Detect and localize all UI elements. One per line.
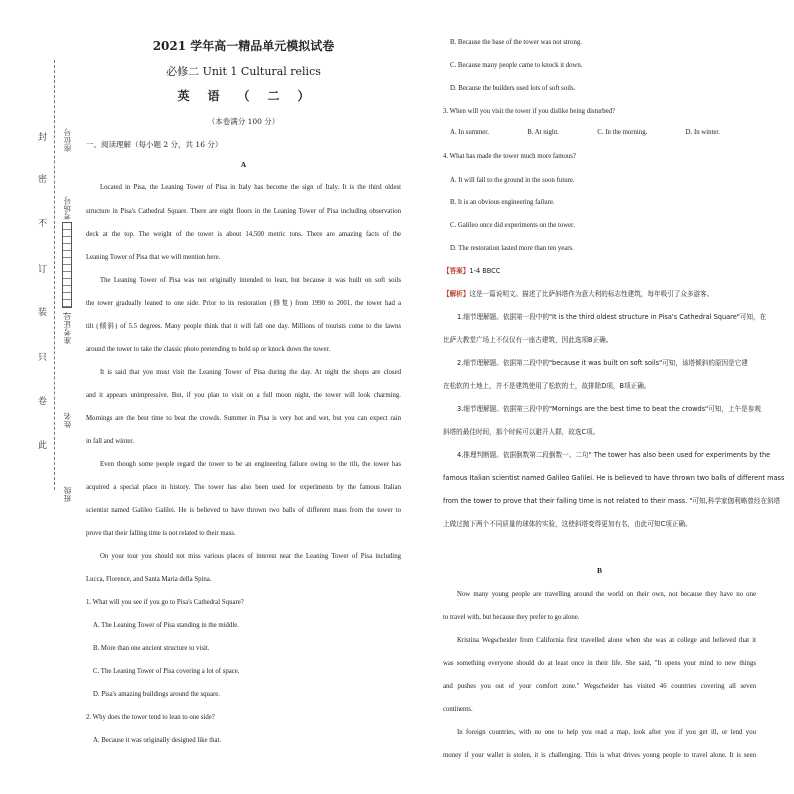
passage-line: around the tower to take the classic photo pretending to hold up or knock down the tower. <box>86 346 331 353</box>
question-3: 3. When will you visit the tower if you dislike being disturbed? <box>443 108 616 115</box>
passage-line: continents. <box>443 706 473 713</box>
seat-number-label: 座位号 <box>63 128 72 152</box>
passage-line: and pushes you out of your comfort zone." Wegscheider has visited 46 countries covering all seven <box>443 683 756 690</box>
exam-title: 2021 学年高一精品单元模拟试卷 <box>152 39 335 53</box>
analysis-text: 这是一篇说明文。描述了比萨斜塔作为意大利的标志性建筑，每年吸引了众多游客。 <box>469 290 714 298</box>
q4-option-b[interactable]: B. It is an obvious engineering failure. <box>450 199 555 206</box>
passage-line: deck at the top. The weight of the tower is about 14,500 metric tons. There are amazing facts of the <box>86 231 401 238</box>
passage-line: money if your wallet is stolen, it is challenging. This is what drives young people to travel alone. It is seen <box>443 752 756 759</box>
seal-char: 装 <box>38 308 48 318</box>
passage-line: Leaning Tower of Pisa that we will mention here. <box>86 254 221 261</box>
analysis-line: 比萨大教堂广场上不仅仅有一座古建筑，因此选项B正确。 <box>443 336 613 344</box>
passage-line: tilt (倾斜) of 5.5 degrees. Many people think that it will fall one day. Millions of tourists come to the lawns <box>86 323 401 330</box>
passage-line: to travel with, but because they prefer to go alone. <box>443 614 580 621</box>
name-label: 姓名 <box>63 412 72 428</box>
analysis-line: from the tower to prove that their falling time is not related to their mass. "可知,科学家伽利略曾经在斜塔 <box>443 497 781 505</box>
exam-room-label: 考场号 <box>63 196 72 220</box>
exam-subject: 英语（二） <box>177 89 328 103</box>
passage-line: was something everyone should do at least once in their life. She said, "It opens your mind to new things <box>443 660 756 667</box>
analysis-line: famous Italian scientist named Galileo Galilei. He is believed to have thrown two balls of different mass <box>443 474 785 482</box>
analysis-line: 上做过抛下两个不同质量的球体的实验，这使斜塔变得更加有名，由此可知C项正确。 <box>443 520 692 528</box>
answer-tag: 【答案】 <box>443 267 470 275</box>
q1-option-b[interactable]: B. More than one ancient structure to visit. <box>93 645 210 652</box>
seal-char: 不 <box>38 219 48 229</box>
seal-char: 只 <box>38 353 48 363</box>
passage-line: In foreign countries, with no one to help you read a map, look after you if you get ill, or lend you <box>457 729 756 736</box>
seal-char: 封 <box>38 133 48 143</box>
section-heading: 一、阅读理解（每小题 2 分，共 16 分） <box>86 140 223 149</box>
q1-option-c[interactable]: C. The Leaning Tower of Pisa covering a lot of space. <box>93 668 240 675</box>
q2-option-c[interactable]: C. Because many people came to knock it down. <box>450 62 583 69</box>
analysis-line: 1.细节理解题。依据第一段中的"It is the third oldest structure in Pisa's Cathedral Square"可知，在 <box>457 313 767 321</box>
q4-option-d[interactable]: D. The restoration lasted more than ten years. <box>450 245 574 252</box>
q3-option-d[interactable]: D. In winter. <box>685 129 720 136</box>
analysis-line: 3.细节理解题。依据第三段中的"Mornings are the best time to beat the crowds"可知，上午是参观 <box>457 405 761 413</box>
q2-option-d[interactable]: D. Because the builders used lots of soft soils. <box>450 85 576 92</box>
question-4: 4. What has made the tower much more famous? <box>443 153 576 160</box>
question-2: 2. Why does the tower tend to lean to one side? <box>86 714 215 721</box>
q3-option-c[interactable]: C. In the morning. <box>597 129 648 136</box>
analysis-line: 在松软的土地上，并不是建筑使用了松软的土，故排除D项，B项正确。 <box>443 382 651 390</box>
q2-option-b[interactable]: B. Because the base of the tower was not strong. <box>450 39 582 46</box>
passage-line: structure in Pisa's Cathedral Square. There are eight floors in the Leaning Tower of Pisa including observation <box>86 208 401 215</box>
class-label: 班级 <box>63 486 72 502</box>
exam-subtitle: 必修二 Unit 1 Cultural relics <box>166 65 321 78</box>
passage-line: Kristina Wegscheider from California first travelled alone when she was at college and believed that it <box>457 637 756 644</box>
passage-line: Even though some people regard the tower to be an engineering failure owing to the tilt, the tower has <box>100 461 401 468</box>
analysis-line: 斜塔的最佳时间，那个时候可以避开人群，故选C项。 <box>443 428 600 436</box>
passage-line: The Leaning Tower of Pisa was not originally intended to lean, but because it was built on soft soils <box>100 277 401 284</box>
q3-option-a[interactable]: A. In summer. <box>450 129 489 136</box>
q2-option-a[interactable]: A. Because it was originally designed like that. <box>93 737 222 744</box>
q4-option-c[interactable]: C. Galileo once did experiments on the tower. <box>450 222 575 229</box>
admission-number-label: 准考证号 <box>63 312 72 344</box>
passage-line: scientist named Galileo Galilei. He is believed to have thrown two balls of different mass from the tower to <box>86 507 401 514</box>
q1-option-a[interactable]: A. The Leaning Tower of Pisa standing in the middle. <box>93 622 239 629</box>
passage-line: It is said that you must visit the Leaning Tower of Pisa during the day. At night the shops are closed <box>100 369 401 376</box>
passage-line: acquired a special place in history. The tower has also been used for experiments by the famous Italian <box>86 484 401 491</box>
analysis-tag: 【解析】 <box>443 290 470 298</box>
seal-char: 密 <box>38 175 48 185</box>
passage-line: Mornings are the best time to beat the crowds. Summer in Pisa is very hot and wet, but you can expect rain <box>86 415 401 422</box>
passage-letter: A <box>240 160 247 169</box>
score-note: （本卷满分 100 分） <box>207 117 280 126</box>
passage-line: Located in Pisa, the Leaning Tower of Pisa in Italy has become the sign of Italy. It is the third oldest <box>100 184 401 191</box>
passage-line: Now many young people are travelling around the world on their own, not because they have no one <box>457 591 756 598</box>
q4-option-a[interactable]: A. It will fall to the ground in the soon future. <box>450 177 575 184</box>
q3-option-b[interactable]: B. At night. <box>527 129 559 136</box>
seal-char: 订 <box>38 265 48 275</box>
q1-option-d[interactable]: D. Pisa's amazing buildings around the square. <box>93 691 220 698</box>
analysis-line <box>443 290 756 299</box>
passage-line: in fall and winter. <box>86 438 134 445</box>
answer-text: 1-4 BBCC <box>469 267 501 275</box>
passage-line: On your tour you should not miss various places of interest near the Leaning Tower of Pisa including <box>100 553 401 560</box>
id-number-grid <box>62 222 72 308</box>
passage-line: Lucca, Florence, and Santa Maria della Spina. <box>86 576 212 583</box>
passage-letter: B <box>596 566 602 575</box>
q3-options-row <box>450 129 720 136</box>
question-1: 1. What will you see if you go to Pisa's Cathedral Square? <box>86 599 244 606</box>
passage-line: the tower gradually leaned to one side. Prior to its restoration (修复) from 1990 to 2001, the tower had a <box>86 300 401 307</box>
analysis-line: 4.推理判断题。依据倒数第二段倒数一、二句" The tower has also been used for experiments by the <box>457 451 771 459</box>
answer-line <box>443 267 756 276</box>
seal-char: 此 <box>38 441 48 451</box>
seal-char: 卷 <box>38 397 48 407</box>
binding-dashed-line <box>54 60 55 490</box>
analysis-line: 2.细节理解题。依据第二段中的"because it was built on soft soils"可知，该塔倾斜的原因是它建 <box>457 359 748 367</box>
passage-line: and it appears unimpressive. But, if you plan to visit on a full moon night, the tower will look charming. <box>86 392 401 399</box>
passage-line: prove that their falling time is not related to their mass. <box>86 530 236 537</box>
